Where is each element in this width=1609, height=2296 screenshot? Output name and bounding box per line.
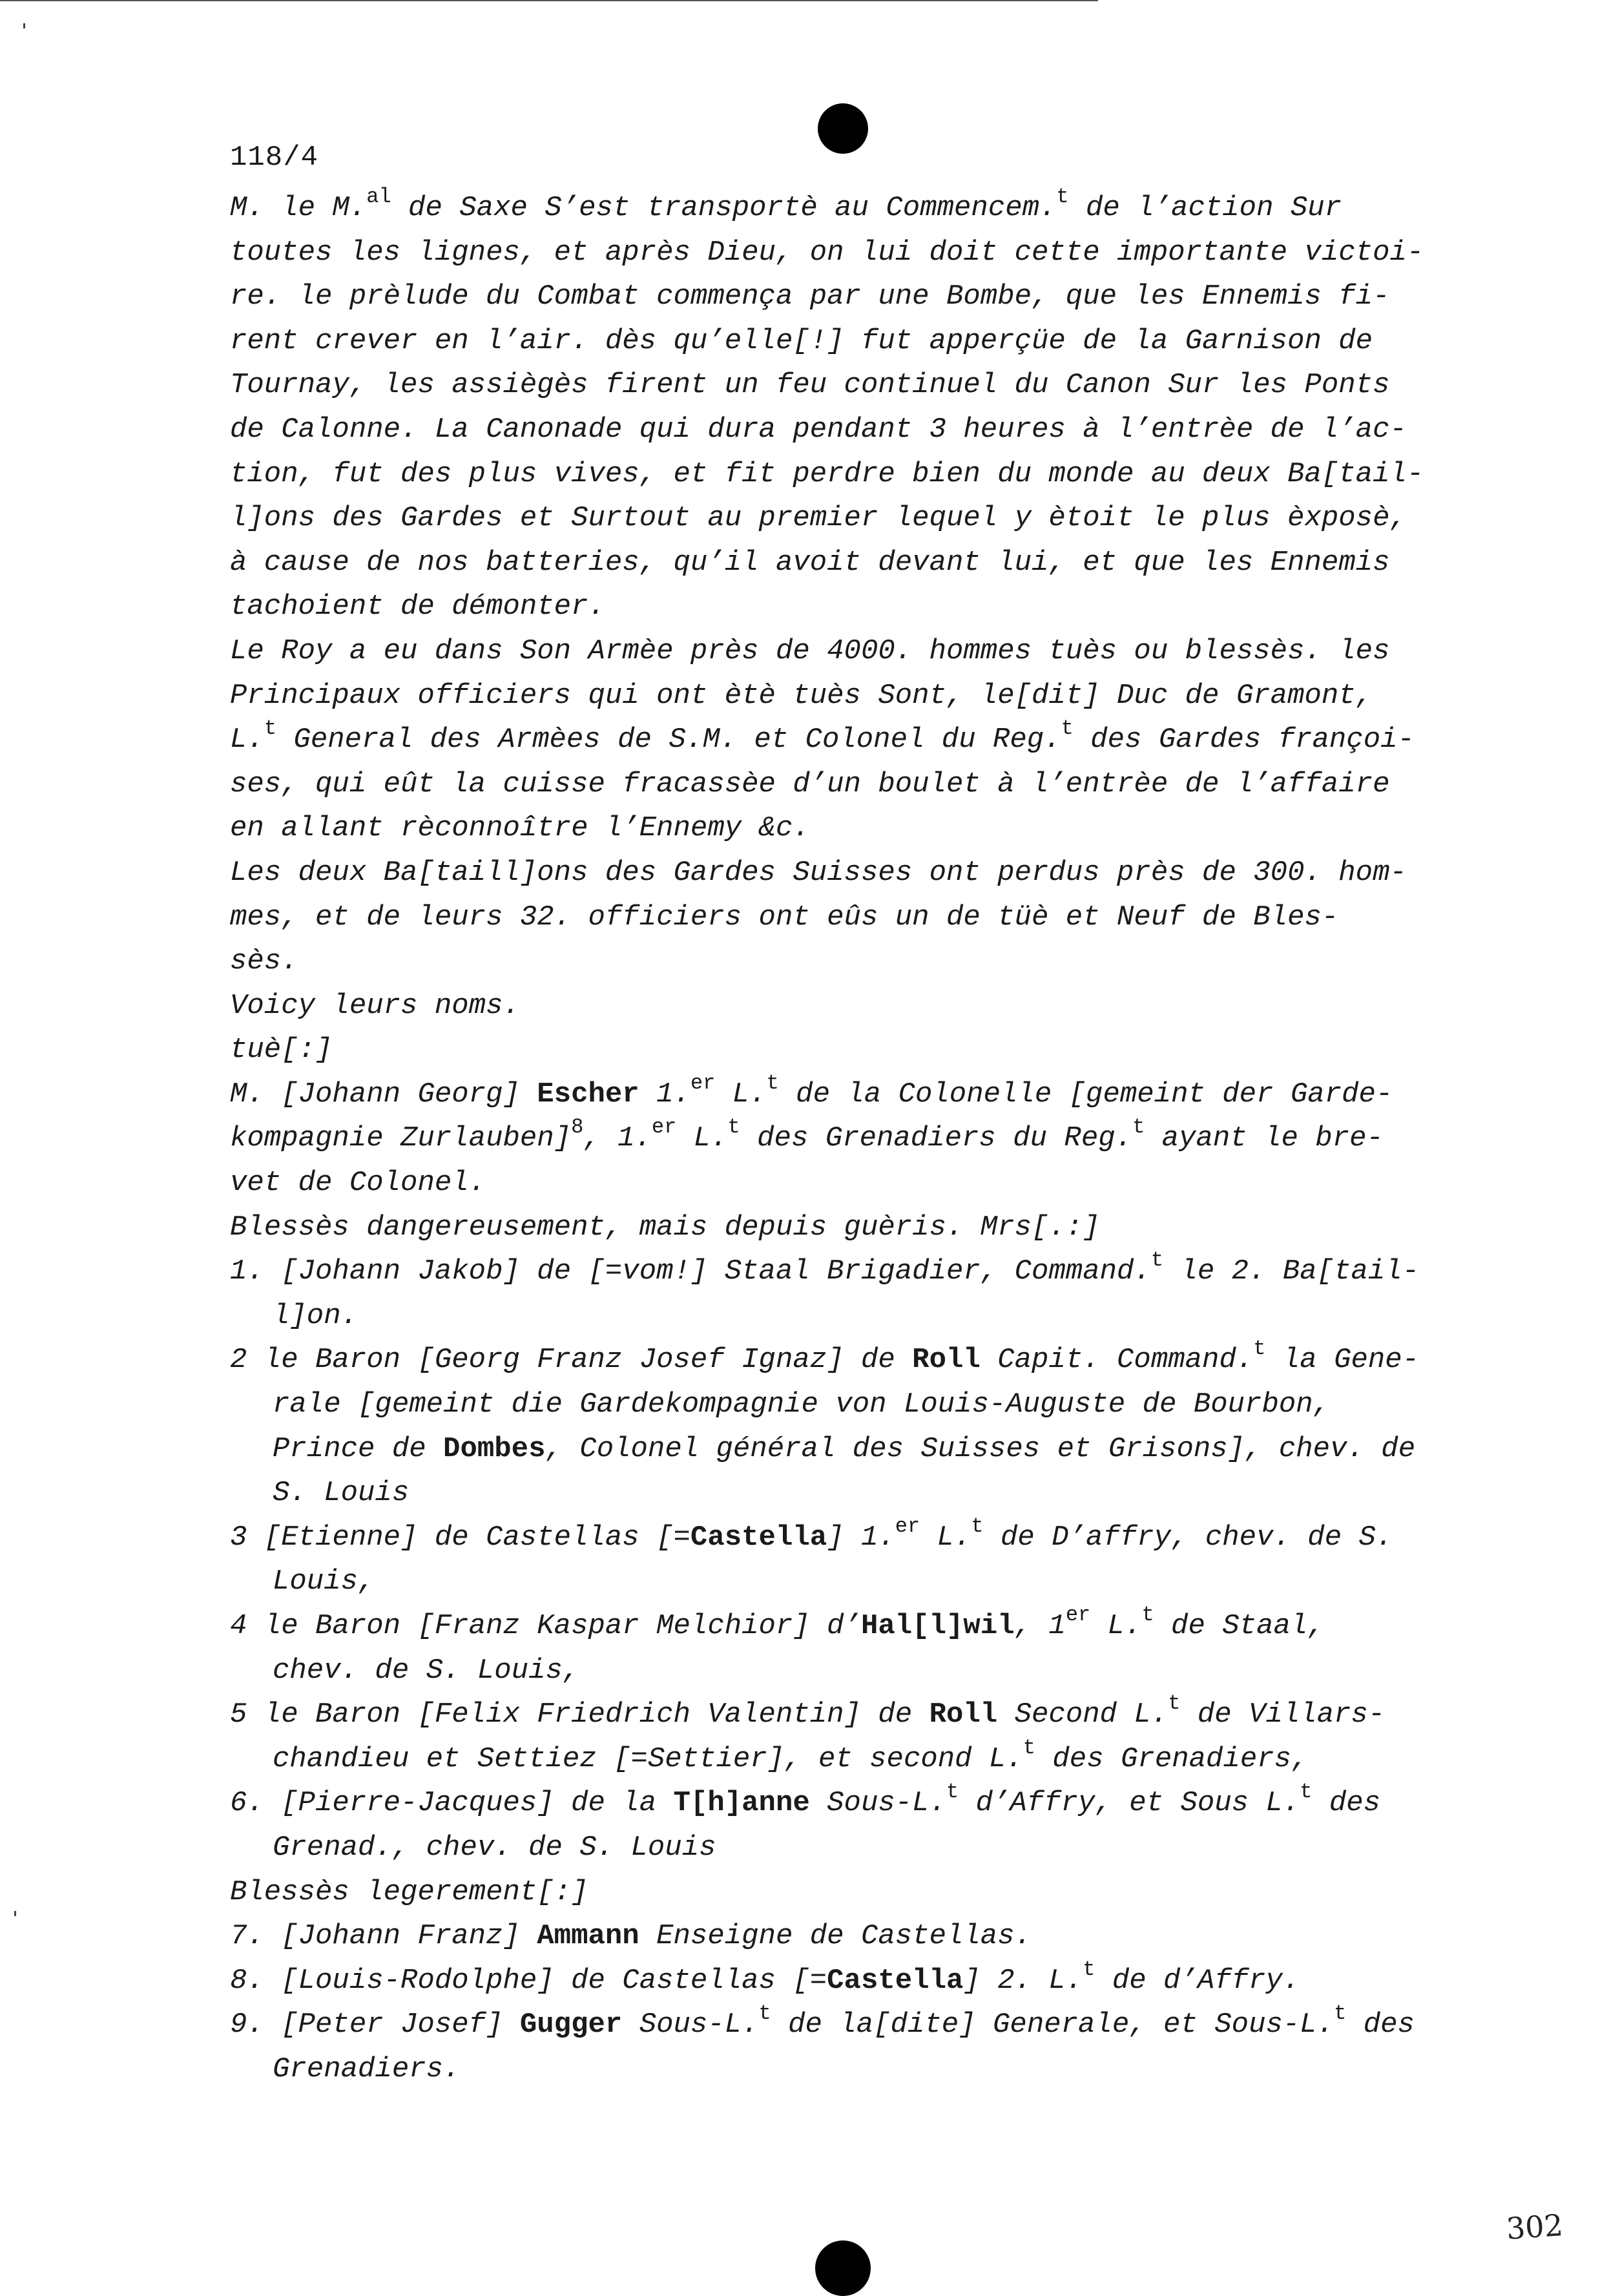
text-line (230, 984, 1470, 1028)
text-segment: 6. [Pierre-Jacques] de la (230, 1787, 674, 1820)
text-segment: L. (920, 1521, 971, 1554)
text-line (230, 1516, 1470, 1560)
text-segment: vet de Colonel. (230, 1167, 486, 1200)
text-segment: Enseigne de Castellas. (639, 1920, 1032, 1953)
punch-hole-bottom (815, 2240, 871, 2296)
text-line (230, 1870, 1470, 1915)
text-line (230, 1383, 1470, 1427)
text-segment: de Staal, (1154, 1610, 1325, 1642)
archive-page-stamp: 302 (1505, 2207, 1564, 2246)
text-segment: Prince de (273, 1432, 444, 1465)
text-line (230, 452, 1470, 497)
text-segment: Louis, (273, 1565, 375, 1598)
text-line (230, 1693, 1470, 1737)
text-segment: Grenad., chev. de S. Louis (273, 1831, 716, 1864)
text-segment: mes, et de leurs 32. officiers ont eûs un de tüè et Neuf de Bles- (230, 901, 1339, 934)
text-segment: L. (715, 1078, 767, 1111)
text-segment: des (1346, 2009, 1415, 2041)
scan-mark (23, 23, 25, 28)
text-segment: de Saxe S’est transportè au Commencem. (391, 192, 1057, 224)
superscript: t (1300, 1780, 1313, 1804)
superscript: t (1168, 1691, 1181, 1716)
text-segment: le 2. Ba[tail- (1163, 1255, 1420, 1288)
text-line (230, 363, 1470, 408)
text-segment: General des Armèes de S.M. et Colonel du Reg. (276, 724, 1061, 757)
superscript: t (971, 1514, 984, 1538)
text-line (230, 231, 1470, 275)
text-segment: rent crever en l’air. dès qu’elle[!] fut apperçüe de la Garnison de (230, 324, 1373, 357)
text-segment: 7. [Johann Franz] (230, 1920, 537, 1953)
text-segment: des Grenadiers, (1035, 1742, 1309, 1775)
text-line (230, 1161, 1470, 1205)
scan-top-edge (0, 0, 1098, 1)
text-line (230, 541, 1470, 585)
text-segment: de l’action Sur (1068, 192, 1342, 224)
text-line (230, 1427, 1470, 1472)
text-segment: M. [Johann Georg] (230, 1078, 537, 1111)
text-segment: de la Colonelle [gemeint der Garde- (778, 1078, 1393, 1111)
text-segment: Voicy leurs noms. (230, 989, 520, 1022)
superscript: t (1253, 1337, 1266, 1361)
superscript: t (1061, 716, 1074, 741)
text-segment: ] 2. L. (963, 1964, 1083, 1997)
superscript: t (727, 1115, 740, 1140)
page-number: 118/4 (230, 141, 319, 174)
text-line (230, 674, 1470, 718)
text-segment: 1. [Johann Jakob] de [=vom!] Staal Brigadier, Command. (230, 1255, 1151, 1288)
bold-name: Gugger (519, 2009, 623, 2041)
text-segment: Principaux officiers qui ont ètè tuès Sont, le[dit] Duc de Gramont, (230, 679, 1373, 712)
text-line (230, 1205, 1470, 1250)
text-line (230, 2003, 1470, 2047)
text-segment: d’Affry, et Sous L. (959, 1787, 1300, 1820)
text-line (230, 319, 1470, 364)
text-line (230, 851, 1470, 895)
text-segment: sès. (230, 945, 298, 978)
text-line (230, 629, 1470, 674)
text-segment: des Grenadiers du Reg. (740, 1122, 1133, 1155)
text-segment: L. (1090, 1610, 1142, 1642)
text-segment: de la[dite] Generale, et Sous-L. (771, 2009, 1334, 2041)
scan-mark (14, 1911, 16, 1916)
text-line (230, 939, 1470, 984)
text-segment: kompagnie Zurlauben] (230, 1122, 572, 1155)
text-line (230, 186, 1470, 231)
text-segment: Grenadiers. (273, 2052, 461, 2085)
text-line (230, 1737, 1470, 1782)
text-line (230, 1072, 1470, 1117)
text-segment: S. Louis (273, 1477, 410, 1510)
bold-name: Ammann (537, 1920, 639, 1953)
text-segment: des Gardes françoi- (1073, 724, 1415, 757)
superscript: t (766, 1070, 779, 1095)
text-line (230, 1604, 1470, 1649)
text-segment: Les deux Ba[taill]ons des Gardes Suisses ont perdus près de 300. hom- (230, 856, 1407, 889)
superscript: t (1334, 2001, 1347, 2026)
text-line (230, 718, 1470, 762)
text-segment: de Calonne. La Canonade qui dura pendant 3 heures à l’entrèe de l’ac- (230, 413, 1407, 446)
text-line (230, 895, 1470, 940)
text-segment: Second L. (997, 1698, 1168, 1731)
text-line (230, 1249, 1470, 1294)
bold-name: Dombes (443, 1432, 546, 1465)
text-line (230, 408, 1470, 452)
text-line (230, 585, 1470, 629)
text-segment: la Gene- (1265, 1344, 1420, 1377)
text-segment: tuè[:] (230, 1034, 333, 1067)
text-segment: Sous-L. (622, 2009, 759, 2041)
text-line (230, 806, 1470, 851)
bold-name: Castella (827, 1964, 964, 1997)
text-line (230, 1914, 1470, 1959)
punch-hole-top (818, 103, 868, 154)
text-segment: 5 le Baron [Felix Friedrich Valentin] de (230, 1698, 929, 1731)
text-segment: , 1 (1014, 1610, 1066, 1642)
text-line (230, 496, 1470, 541)
superscript: t (1150, 1248, 1164, 1273)
superscript: er (651, 1115, 677, 1140)
text-segment: chev. de S. Louis, (273, 1654, 580, 1687)
text-segment: chandieu et Settiez [=Settier], et second L. (273, 1742, 1023, 1775)
superscript: 8 (571, 1115, 584, 1140)
text-line (230, 1781, 1470, 1826)
text-segment: Tournay, les assiègès firent un feu continuel du Canon Sur les Ponts (230, 369, 1390, 402)
superscript: er (1065, 1603, 1091, 1627)
text-segment: , 1. (583, 1122, 652, 1155)
superscript: t (264, 716, 277, 741)
text-segment: 4 le Baron [Franz Kaspar Melchior] d’ (230, 1610, 861, 1642)
bold-name: Hal[l]wil (860, 1610, 1015, 1642)
text-segment: 2 le Baron [Georg Franz Josef Ignaz] de (230, 1344, 913, 1377)
text-line (230, 762, 1470, 807)
text-segment: re. le prèlude du Combat commença par une Bombe, que les Ennemis fi- (230, 280, 1390, 313)
text-segment: rale [gemeint die Gardekompagnie von Louis-Auguste de Bourbon, (273, 1388, 1331, 1421)
text-segment: l]on. (273, 1299, 358, 1332)
text-segment: L. (676, 1122, 728, 1155)
bold-name: T[h]anne (673, 1787, 810, 1820)
text-segment: Le Roy a eu dans Son Armèe près de 4000. hommes tuès ou blessès. les (230, 634, 1390, 667)
superscript: t (758, 2001, 771, 2026)
text-segment: 3 [Etienne] de Castellas [= (230, 1521, 690, 1554)
text-line (230, 1560, 1470, 1604)
superscript: al (366, 185, 391, 209)
text-line (230, 1338, 1470, 1383)
text-line (230, 1826, 1470, 1870)
text-line (230, 1116, 1470, 1161)
text-segment: Blessès legerement[:] (230, 1875, 588, 1908)
text-segment: ayant le bre- (1145, 1122, 1384, 1155)
text-segment: Capit. Command. (980, 1344, 1254, 1377)
superscript: er (690, 1070, 716, 1095)
text-segment: , Colonel général des Suisses et Grisons], chev. de (545, 1432, 1416, 1465)
superscript: t (1022, 1735, 1035, 1760)
superscript: t (1132, 1115, 1145, 1140)
text-segment: M. le M. (230, 192, 367, 224)
text-segment: ] 1. (827, 1521, 895, 1554)
text-segment: L. (230, 724, 264, 757)
text-segment: 1. (639, 1078, 690, 1111)
text-segment: Blessès dangereusement, mais depuis guèris. Mrs[.:] (230, 1211, 1100, 1244)
bold-name: Roll (929, 1698, 998, 1731)
document-body (230, 186, 1470, 2092)
text-line (230, 1471, 1470, 1516)
text-segment: de d’Affry. (1095, 1964, 1300, 1997)
text-segment: toutes les lignes, et après Dieu, on lui doit cette importante victoi- (230, 236, 1424, 269)
text-line (230, 1649, 1470, 1693)
superscript: t (1083, 1957, 1095, 1981)
text-segment: des (1312, 1787, 1381, 1820)
text-line (230, 2047, 1470, 2092)
superscript: t (946, 1780, 959, 1804)
text-segment: ses, qui eût la cuisse fracassèe d’un boulet à l’entrèe de l’affaire (230, 767, 1390, 800)
text-line (230, 1959, 1470, 2003)
bold-name: Escher (537, 1078, 639, 1111)
text-segment: 8. [Louis-Rodolphe] de Castellas [= (230, 1964, 827, 1997)
text-segment: l]ons des Gardes et Surtout au premier lequel y ètoit le plus èxposè, (230, 502, 1407, 535)
text-line (230, 1294, 1470, 1339)
text-segment: de Villars- (1180, 1698, 1386, 1731)
bold-name: Roll (912, 1344, 981, 1377)
text-line (230, 1028, 1470, 1072)
text-segment: de D’affry, chev. de S. (983, 1521, 1393, 1554)
bold-name: Castella (690, 1521, 827, 1554)
text-line (230, 275, 1470, 319)
text-segment: tachoient de démonter. (230, 590, 605, 623)
superscript: t (1141, 1603, 1154, 1627)
text-segment: Sous-L. (809, 1787, 946, 1820)
superscript: t (1056, 185, 1069, 209)
text-segment: en allant rèconnoître l’Ennemy &c. (230, 812, 810, 845)
text-segment: à cause de nos batteries, qu’il avoit devant lui, et que les Ennemis (230, 546, 1390, 579)
superscript: er (895, 1514, 920, 1538)
text-segment: 9. [Peter Josef] (230, 2009, 520, 2041)
text-segment: tion, fut des plus vives, et fit perdre bien du monde au deux Ba[tail- (230, 457, 1424, 490)
